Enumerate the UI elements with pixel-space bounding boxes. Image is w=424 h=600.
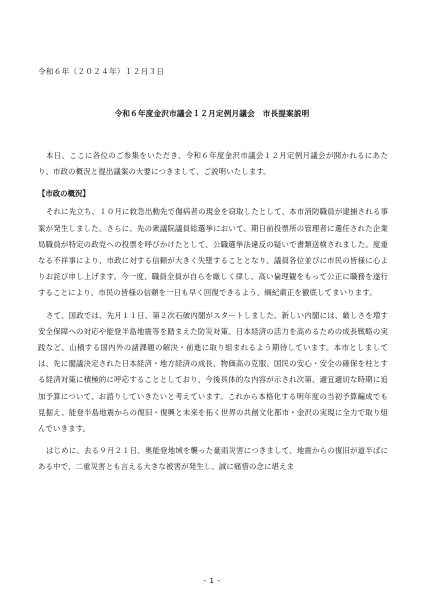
document-title: 令和６年度金沢市議会１２月定例月議会 市長提案説明 <box>114 109 310 118</box>
paragraph-national-politics: さて、国政では、先月１１日、第２次石破内閣がスタートしました。新しい内閣には、厳しさを増す安全保障への対応や能登半島地震等を踏まえた防災対策、日本経済の活力を高めるための成長戦略の実践など、山積する国内外の諸課題の解決・前進に取り組まれるよう期待しています。本市としましては、先に閣議決定された日本経済・地方経済の成長、物価高の克服、国民の安心・安全の確保を柱とする経済対策に積極的に呼応することとしており、今後具体的な内容が示され次第、適宜適切な時期に追加予算について、お諮りしていきたいと考えています。これから本格化する明年度の当初予算編成でも見据え、能登半島地震からの復旧・復興と未来を拓く世界の共創文化都市・金沢の実現に全力で取り組んでいきます。 <box>38 310 388 434</box>
paragraph-flood-disaster: はじめに、去る９月２１日、奥能登地域を襲った豪雨災害につきまして、地震からの復旧が道半ばにある中で、二重災害とも言える大きな被害が発生し、誠に痛惜の念に堪えま <box>38 446 388 472</box>
page-number: - 1 - <box>203 576 221 585</box>
document-body <box>38 148 388 482</box>
intro-paragraph: 本日、ここに各位のご参集をいただき、令和６年度金沢市議会１２月定例月議会が開かれるにあたり、市政の概況と提出議案の大要につきまして、ご説明いたします。 <box>38 151 388 177</box>
paragraph-misconduct: それに先立ち、１０月に救急出動先で傷病者の現金を窃取したとして、本市消防職員が逮捕される事案が発生しました。さらに、先の衆議院議員総選挙において、期日前投票所の管理者に選任された企業局職員が特定の政党への投票を呼びかけたとして、公職選挙法違反の疑いで書類送検されました。度重なる不祥事により、市政に対する信頼が大きく失墜することとなり、議員各位並びに市民の皆様に心よりお詫び申し上げます。今一度、職員全員が自らを厳しく律し、高い倫理観をもって公正に職務を遂行することにより、市民の皆様の信頼を一日も早く回復できるよう、綱紀粛正を徹底してまいります。 <box>38 207 388 298</box>
document-date: 令和６年（２０２４年）１２月３日 <box>38 67 165 76</box>
section-heading: 【市政の概況】 <box>38 189 90 199</box>
